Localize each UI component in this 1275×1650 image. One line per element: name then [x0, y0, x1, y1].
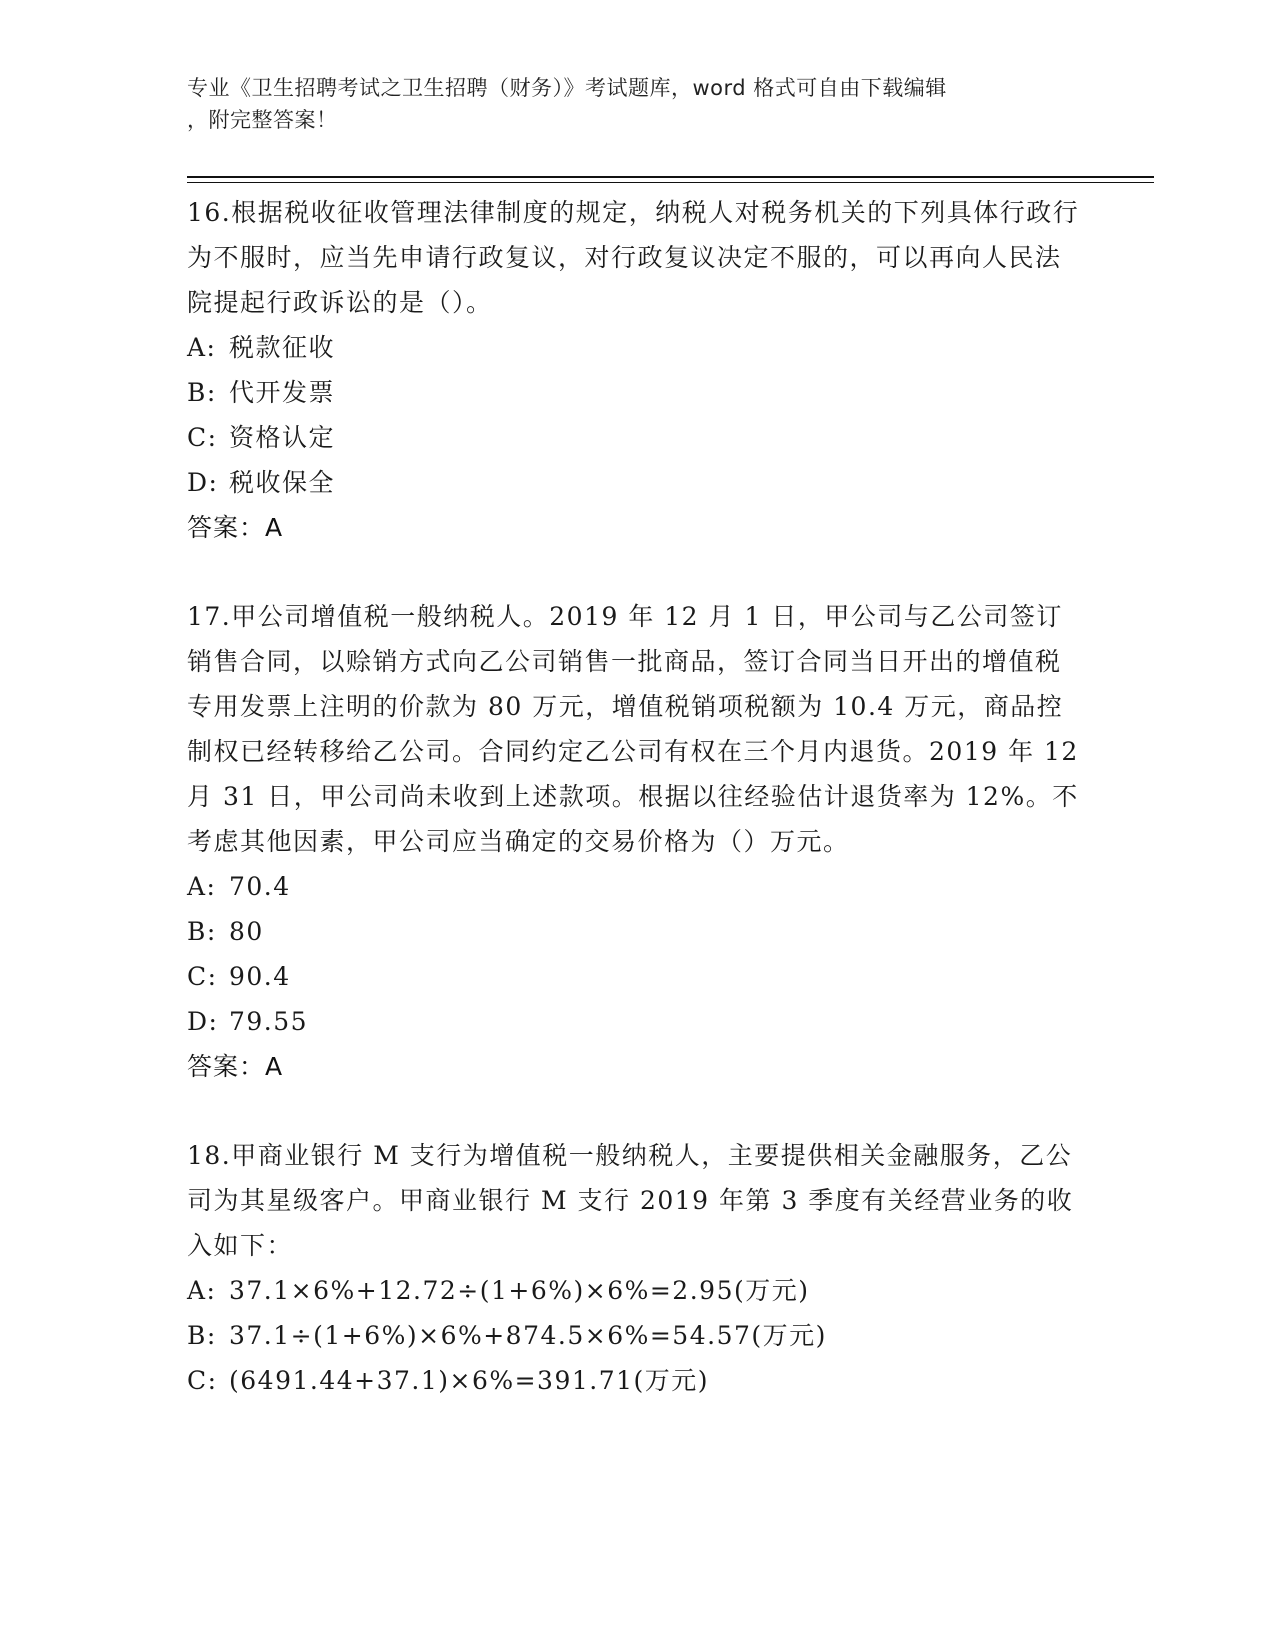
option-d [187, 460, 1087, 505]
option-label: D: [187, 1007, 219, 1036]
option-text: 70.4 [229, 872, 291, 901]
option-text: 37.1÷(1+6%)×6%+874.5×6%=54.57(万元) [229, 1321, 827, 1350]
option-label: C: [187, 962, 218, 991]
option-label: D: [187, 468, 219, 497]
option-label: B: [187, 378, 217, 407]
option-label: A: [187, 872, 217, 901]
answer-line: 答案：A [187, 1052, 284, 1081]
option-label: B: [187, 1321, 217, 1350]
option-text: 税款征收 [229, 333, 336, 362]
option-label: A: [187, 1276, 217, 1305]
header-divider-thick [187, 176, 1154, 178]
option-c [187, 415, 1087, 460]
option-text: 79.55 [229, 1007, 309, 1036]
option-text: 37.1×6%+12.72÷(1+6%)×6%=2.95(万元) [229, 1276, 810, 1305]
option-text: 资格认定 [229, 423, 336, 452]
option-c [187, 954, 1087, 999]
option-b [187, 909, 1087, 954]
option-b [187, 1313, 1087, 1358]
option-a [187, 864, 1087, 909]
option-label: B: [187, 917, 217, 946]
question-16 [187, 190, 1087, 550]
question-stem: 18.甲商业银行 M 支行为增值税一般纳税人，主要提供相关金融服务，乙公司为其星级客户。甲商业银行 M 支行 2019 年第 3 季度有关经营业务的收入如下： [187, 1141, 1074, 1260]
option-text: 90.4 [229, 962, 291, 991]
answer-line: 答案：A [187, 513, 284, 542]
option-text: 代开发票 [229, 378, 336, 407]
header-line-1: 专业《卫生招聘考试之卫生招聘（财务）》考试题库，word 格式可自由下载编辑 [187, 76, 947, 100]
question-18 [187, 1133, 1087, 1403]
question-stem: 16.根据税收征收管理法律制度的规定，纳税人对税务机关的下列具体行政行为不服时，应当先申请行政复议，对行政复议决定不服的，可以再向人民法院提起行政诉讼的是（）。 [187, 198, 1080, 317]
header-line-2: ，附完整答案！ [187, 108, 338, 132]
option-d [187, 999, 1087, 1044]
option-label: A: [187, 333, 217, 362]
question-17 [187, 594, 1087, 1089]
question-list [187, 190, 1087, 1447]
option-a [187, 325, 1087, 370]
option-c [187, 1358, 1087, 1403]
option-text: 税收保全 [229, 468, 336, 497]
option-text: (6491.44+37.1)×6%=391.71(万元) [229, 1366, 710, 1395]
option-text: 80 [229, 917, 264, 946]
option-label: C: [187, 423, 218, 452]
question-stem: 17.甲公司增值税一般纳税人。2019 年 12 月 1 日，甲公司与乙公司签订销售合同，以赊销方式向乙公司销售一批商品，签订合同当日开出的增值税专用发票上注明的价款为 80 万元，增值税销项税额为 10.4 万元，商品控制权已经转移给乙公司。合同约定乙公司有权在三个月内退货。2019 年 12 月 31 日，甲公司尚未收到上述款项。根据以往经验估计退货率为 12%。不考虑其他因素，甲公司应当确定的交易价格为（）万元。 [187, 602, 1079, 856]
option-label: C: [187, 1366, 218, 1395]
option-b [187, 370, 1087, 415]
document-header [187, 72, 1067, 136]
option-a [187, 1268, 1087, 1313]
header-divider-thin [187, 182, 1154, 183]
